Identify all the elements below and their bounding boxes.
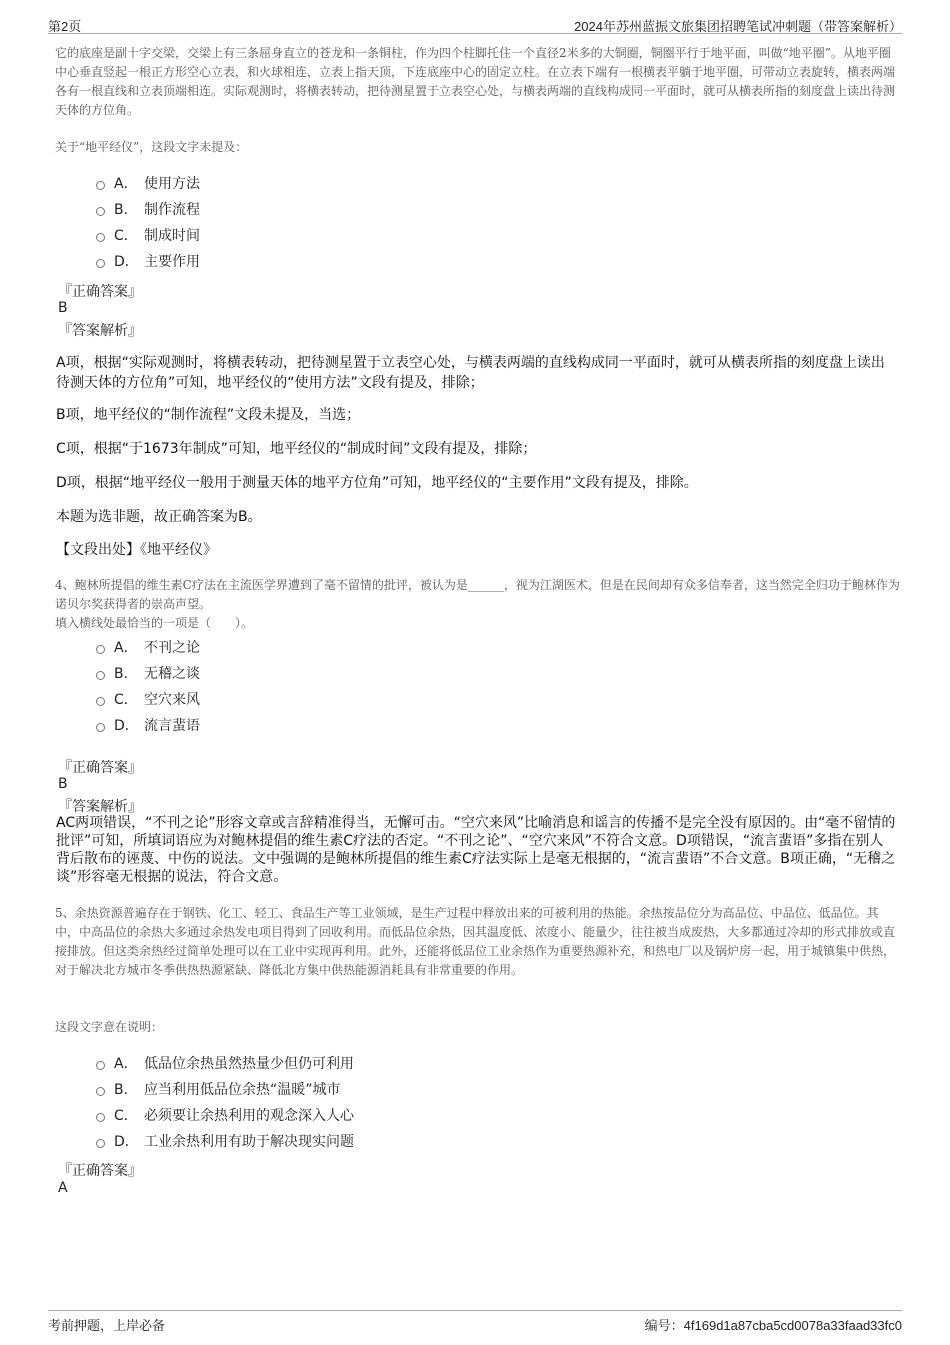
q5-passage: 5、余热资源普遍存在于钢铁、化工、轻工、食品生产等工业领域，是生产过程中释放出来的可被利用的热能。余热按品位分为高品位、中品位、低品位。其中，中高品位的余热大多通过余热发电项目得到了回收利用。而低品位余热，因其温度低、浓度小、能量少，往往被当成废热，大多都通过冷却的形式排放或直接排放。但这类余热经过简单处理可以在工业中实现再利用。此外，还能将低品位工业余热作为重要热源补充，和热电厂以及锅炉房一起，用于城镇集中供热，对于解决北方城市冬季供热热源紧缺、降低北方集中供热能源消耗具有非常重要的作用。 bbox=[55, 906, 896, 977]
q4-analysis: AC两项错误，“不刊之论”形容文章或言辞精准得当，无懈可击。“空穴来风”比喻消息和谣言的传播不是完全没有原因的。由“毫不留情的批评”可知，所填词语应为对鲍林提倡的维生素C疗法的否定。“不刊之论”、“空穴来风”不符合文意。D项错误，“流言蜚语”多指在别人背后散布的诬蔑、中伤的说法。文中强调的是鲍林所提倡的维生素C疗法实际上是毫无根据的，“流言蜚语”不合文意。B项正确，“无稽之谈”形容毫无根据的说法，符合文意。 bbox=[56, 815, 896, 885]
radio-icon[interactable] bbox=[96, 697, 105, 706]
page-number: 第2页 bbox=[48, 19, 82, 34]
q5-option-d[interactable]: D． 工业余热利用有助于解决现实问题 bbox=[96, 1128, 354, 1154]
q3-option-d[interactable]: D． 主要作用 bbox=[96, 248, 200, 274]
q3-options bbox=[96, 170, 200, 274]
q5-answer: A bbox=[58, 1180, 68, 1196]
q4-answer-label: 『正确答案』 bbox=[58, 760, 142, 776]
document-title: 2024年苏州蓝振文旅集团招聘笔试冲刺题（带答案解析） bbox=[574, 19, 902, 34]
q3-answer: B bbox=[58, 300, 68, 316]
q4-option-b[interactable]: B． 无稽之谈 bbox=[96, 660, 200, 686]
q3-analysis-b: B项，地平经仪的“制作流程”文段未提及，当选； bbox=[56, 407, 361, 423]
q5-answer-label: 『正确答案』 bbox=[58, 1163, 142, 1179]
document-id: 编号：4f169d1a87cba5cd0078a33faad33fc0 bbox=[644, 1318, 902, 1333]
q3-answer-label: 『正确答案』 bbox=[58, 284, 142, 300]
q3-analysis-d: D项，根据“地平经仪一般用于测量天体的地平方位角”可知，地平经仪的“主要作用”文段有提及，排除。 bbox=[56, 475, 698, 491]
radio-icon[interactable] bbox=[96, 1061, 105, 1070]
q5-options bbox=[96, 1050, 354, 1154]
q4-options bbox=[96, 634, 200, 738]
q4-answer: B bbox=[58, 776, 68, 792]
radio-icon[interactable] bbox=[96, 645, 105, 654]
q4-question: 4、鲍林所提倡的维生素C疗法在主流医学界遭到了毫不留情的批评，被认为是______，视为江湖医术，但是在民间却有众多信奉者，这当然完全归功于鲍林作为诺贝尔奖获得者的崇高声望。 bbox=[55, 578, 900, 611]
q5-option-a[interactable]: A． 低品位余热虽然热量少但仍可利用 bbox=[96, 1050, 354, 1076]
q3-analysis-label: 『答案解析』 bbox=[58, 323, 142, 339]
page-footer bbox=[48, 1310, 902, 1334]
q4-option-d[interactable]: D． 流言蜚语 bbox=[96, 712, 200, 738]
q4-analysis-label: 『答案解析』 bbox=[58, 799, 142, 815]
q3-option-a[interactable]: A． 使用方法 bbox=[96, 170, 200, 196]
q3-analysis-a: A项，根据“实际观测时，将横表转动，把待测星置于立表空心处，与横表两端的直线构成同一平面时，就可从横表所指的刻度盘上读出待测天体的方位角”可知，地平经仪的“使用方法”文段有提及，排除； bbox=[56, 355, 885, 391]
radio-icon[interactable] bbox=[96, 259, 105, 268]
q5-option-c[interactable]: C． 必须要让余热利用的观念深入人心 bbox=[96, 1102, 354, 1128]
q5-question: 这段文字意在说明： bbox=[55, 1020, 164, 1034]
q4-option-c[interactable]: C． 空穴来风 bbox=[96, 686, 200, 712]
radio-icon[interactable] bbox=[96, 181, 105, 190]
q3-option-c[interactable]: C． 制成时间 bbox=[96, 222, 200, 248]
q5-option-b[interactable]: B． 应当利用低品位余热“温暖”城市 bbox=[96, 1076, 354, 1102]
radio-icon[interactable] bbox=[96, 1113, 105, 1122]
q3-question: 关于“地平经仪”，这段文字未提及： bbox=[55, 140, 248, 154]
radio-icon[interactable] bbox=[96, 1139, 105, 1148]
q3-analysis-c: C项，根据“于1673年制成”可知，地平经仪的“制成时间”文段有提及，排除； bbox=[56, 441, 537, 457]
radio-icon[interactable] bbox=[96, 207, 105, 216]
q4-option-a[interactable]: A． 不刊之论 bbox=[96, 634, 200, 660]
footer-slogan: 考前押题，上岸必备 bbox=[48, 1318, 166, 1333]
q3-source: 【文段出处】《地平经仪》 bbox=[56, 542, 217, 558]
q3-conclusion: 本题为选非题，故正确答案为B。 bbox=[56, 509, 262, 525]
q3-passage: 它的底座是副十字交梁，交梁上有三条屈身直立的苍龙和一条铜柱，作为四个柱脚托住一个直径2米多的大铜圈，铜圈平行于地平面，叫做“地平圈”。从地平圈中心垂直竖起一根正方形空心立表，和火球相连，立表上指天顶，下连底座中心的固定立柱。在立表下端有一根横表平躺于地平圈，可带动立表旋转，横表两端各有一根直线和立表顶端相连。实际观测时，将横表转动，把待测星置于立表空心处，与横表两端的直线构成同一平面时，就可从横表所指的刻度盘上读出待测天体的方位角。 bbox=[55, 46, 896, 117]
q3-option-b[interactable]: B． 制作流程 bbox=[96, 196, 200, 222]
radio-icon[interactable] bbox=[96, 1087, 105, 1096]
page-header bbox=[48, 14, 902, 34]
radio-icon[interactable] bbox=[96, 723, 105, 732]
radio-icon[interactable] bbox=[96, 671, 105, 680]
q4-prompt: 填入横线处最恰当的一项是（ ）。 bbox=[55, 616, 254, 630]
radio-icon[interactable] bbox=[96, 233, 105, 242]
